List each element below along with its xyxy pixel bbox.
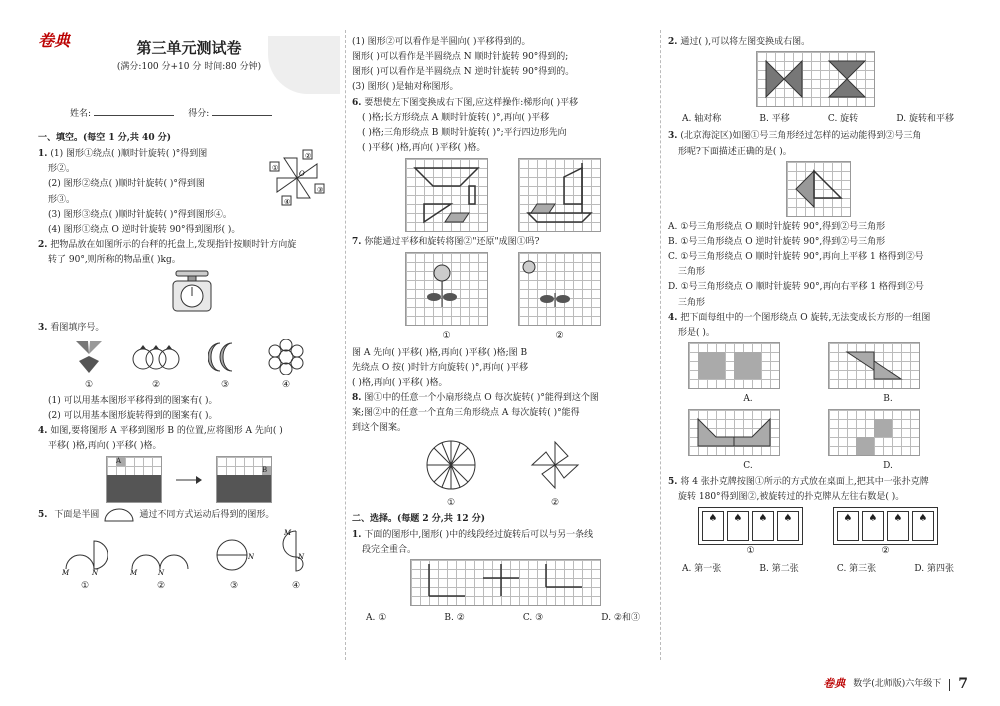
choice-options [668, 111, 968, 127]
scale-figure [170, 269, 214, 315]
brand-logo: 卷典 [38, 31, 71, 50]
fig-label-2: ② [305, 152, 312, 161]
semicircle-2 [130, 535, 192, 575]
question-1 [38, 148, 340, 236]
option-b[interactable]: B. ② [444, 613, 465, 624]
choice-3 [668, 130, 968, 308]
question-number: 2. [38, 239, 48, 250]
page-title: 第三单元测试卷 [136, 39, 242, 57]
spade-card-icon: ♠ [912, 511, 934, 541]
option-a[interactable]: A. 第一张 [682, 563, 722, 574]
semicircle-4 [276, 527, 316, 575]
semicircle-3 [214, 535, 254, 575]
pattern-figures [38, 339, 340, 391]
q4-line: 如图,要将图形 A 平移到图形 B 的位置,应将图形 A 先向( ) [50, 426, 283, 437]
question-number: 1. [352, 529, 362, 540]
grid-after [216, 456, 272, 503]
triangle-shapes [787, 162, 850, 216]
q3-line: (1) 可以用基本图形平移得到的图案有( )。 [48, 395, 218, 406]
q7-line: ( )格,再向( )平移( )格。 [352, 377, 448, 388]
q3-line: 看图填序号。 [50, 323, 105, 334]
label-n: N [158, 569, 165, 576]
pattern-4 [268, 339, 304, 375]
question-number: 6. [352, 97, 362, 108]
question-3 [38, 322, 340, 422]
option-a[interactable]: A. 轴对称 [682, 114, 722, 125]
c3-option-b[interactable]: B. ①号三角形绕点 O 逆时针旋转 90°,得到②号三角形 [668, 236, 886, 247]
c4-line: 形是( )。 [678, 327, 715, 338]
option-d[interactable]: D. ②和③ [601, 613, 640, 624]
grid-flower-2 [518, 252, 601, 326]
score-label: 得分: [188, 109, 210, 119]
label-m: M [62, 569, 70, 576]
c1-line: 下面的图形中,图形( )中的线段经过旋转后可以与另一条线 [364, 529, 594, 540]
q4-line: 平移( )格,再向( )平移( )格。 [48, 441, 162, 452]
c3-option-a[interactable]: A. ①号三角形绕点 O 顺时针旋转 90°,得到②号三角形 [668, 221, 886, 232]
fig-label-1: ① [272, 164, 279, 173]
star-figure [528, 438, 582, 492]
choice-options [352, 610, 654, 626]
q5-line: (1) 图形②可以看作是半圆向( )平移得到的。 [352, 37, 531, 47]
ship-figures [352, 158, 654, 232]
question-number: 5. [668, 476, 678, 487]
c2-line: 通过( ),可以将左图变换成右图。 [680, 37, 811, 47]
c4-line: 把下面每组中的一个图形绕点 O 旋转,无法变成长方形的一组图 [680, 312, 931, 323]
q5-line: 图形( )可以看作是半圆绕点 N 逆时针旋转 90°得到的。 [352, 67, 575, 78]
caption: ② [156, 580, 166, 591]
shape [698, 352, 725, 379]
q8-line: 图①中的任意一个小扇形绕点 O 每次旋转( )°能得到这个图 [364, 392, 599, 403]
question-number: 2. [668, 37, 678, 47]
q1-line: (2) 图形②绕点( )顺时针旋转( )°得到图 [48, 179, 205, 190]
c1-line: 段完全重合。 [362, 544, 417, 555]
column-1 [38, 128, 340, 596]
pinwheel-figure [266, 146, 328, 210]
choice-4 [668, 312, 968, 473]
block-area [107, 475, 161, 502]
page-footer [823, 675, 968, 694]
question-number: 8. [352, 392, 362, 403]
q6-line: ( )格;三角形绕点 B 顺时针旋转( )°;平行四边形先向 [362, 127, 567, 138]
question-4 [38, 425, 340, 503]
grid-before [106, 456, 162, 503]
caption: ② [881, 545, 890, 556]
q7-line: 先绕点 O 按( )时针方向旋转( )°,再向( )平移 [352, 362, 529, 373]
option-c[interactable]: C. 旋转 [827, 114, 859, 125]
c3-option-d[interactable]: D. ①号三角形绕点 O 顺时针旋转 90°,再向右平移 1 格得到②号 [668, 282, 924, 293]
question-number: 7. [352, 237, 362, 248]
spade-card-icon: ♠ [777, 511, 799, 541]
caption: A. [743, 394, 753, 405]
caption: ② [550, 497, 560, 508]
question-7 [352, 236, 654, 389]
flower-1 [406, 253, 487, 325]
question-number: 5. [38, 510, 48, 521]
q5-line: (3) 图形( )是轴对称图形。 [352, 82, 459, 93]
spade-card-icon: ♠ [702, 511, 724, 541]
shape [689, 410, 779, 455]
q5-line: 图形( )可以看作是半圆绕点 N 顺时针旋转 90°得到的; [352, 52, 569, 63]
caption: ① [446, 497, 456, 508]
q8-line: 到这个图案。 [352, 423, 407, 434]
choice-options [668, 561, 968, 577]
q1-line: 形②。 [48, 164, 76, 175]
footer-logo: 卷典 [823, 677, 846, 691]
spade-card-icon: ♠ [727, 511, 749, 541]
question-number: 4. [668, 312, 678, 323]
spade-card-icon: ♠ [862, 511, 884, 541]
page-number: 7 [958, 676, 968, 693]
q1-line: (1) 图形①绕点( )顺时针旋转( )°得到图 [50, 149, 208, 160]
q5-line: 通过不同方式运动后得到的图形。 [139, 510, 275, 521]
bowtie-shapes [757, 52, 874, 106]
caption: ① [746, 545, 755, 556]
label-m: M [130, 569, 138, 576]
c5-line: 旋转 180°得到图②,被旋转过的扑克牌从左往右数是( )。 [678, 491, 905, 502]
question-6 [352, 97, 654, 233]
shape [829, 343, 919, 388]
option-c-figure[interactable] [688, 409, 780, 456]
q6-line: ( )格;长方形绕点 A 顺时针旋转( )°,再向( )平移 [362, 112, 550, 123]
caption: ④ [281, 379, 291, 390]
shape-a: A [116, 457, 125, 466]
choice-2 [668, 36, 968, 127]
grid-left [405, 158, 488, 232]
choice-1 [352, 529, 654, 627]
caption: ① [442, 331, 451, 342]
option-b[interactable]: B. 平移 [759, 114, 790, 125]
q1-line: (4) 图形①绕点 O 逆时针旋转 90°得到图形( )。 [48, 224, 241, 235]
footer-divider [949, 679, 950, 691]
semicircle-1 [62, 535, 108, 575]
spade-card-icon: ♠ [887, 511, 909, 541]
option-d[interactable]: D. 旋转和平移 [896, 114, 954, 125]
section-choice: 二、选择。(每题 2 分,共 12 分) [352, 513, 485, 524]
label-m: M [284, 529, 292, 538]
segment-grid [410, 559, 601, 606]
q5-line: 下面是半圆 [54, 510, 100, 521]
label-n: N [92, 569, 99, 576]
pattern-1 [74, 339, 104, 375]
column-2 [352, 36, 654, 629]
q8-line: 案;图②中的任意一个直角三角形绕点 A 每次旋转( )°能得 [352, 408, 580, 419]
shape-b: B [262, 466, 271, 475]
option-b[interactable]: B. 第二张 [759, 563, 799, 574]
cloud-decoration [268, 36, 340, 94]
option-c[interactable]: C. ③ [522, 613, 544, 624]
question-number: 3. [668, 131, 678, 142]
q6-line: 要想使左下图变换成右下图,应这样操作:梯形向( )平移 [364, 97, 579, 108]
q2-line: 把物品放在如图所示的台秤的托盘上,发现指针按顺时针方向旋 [50, 239, 297, 250]
segments [411, 560, 600, 605]
rotation-options-grid [668, 342, 968, 473]
option-d-figure[interactable] [828, 409, 920, 456]
c3-line: 形呢?下面描述正确的是( )。 [678, 146, 792, 157]
c3-option-c[interactable]: C. ①号三角形绕点 O 顺时针旋转 90°,再向上平移 1 格得到②号 [668, 252, 924, 263]
c3-line: (北京海淀区)如图①号三角形经过怎样的运动能得到②号三角 [680, 131, 922, 142]
section-fill-in: 一、填空。(每空 1 分,共 40 分) [38, 133, 171, 143]
q7-line: 图 A 先向( )平移( )格,再向( )平移( )格;图 B [352, 347, 528, 358]
card-figures [668, 507, 968, 557]
question-number: 3. [38, 323, 48, 334]
pattern-2 [130, 339, 182, 375]
block-area [217, 475, 271, 502]
grid-right [518, 158, 601, 232]
caption: ③ [220, 379, 230, 390]
card-group-2 [833, 507, 938, 545]
page-subtitle: (满分:100 分+10 分 时间:80 分钟) [116, 62, 262, 73]
ship-pieces-right [519, 159, 600, 231]
rotation-figures [352, 438, 654, 508]
grid-flower-1 [405, 252, 488, 326]
label-n: N [298, 553, 305, 562]
c3-option-d-cont: 三角形 [678, 297, 706, 308]
caption: D. [883, 461, 893, 472]
question-8 [352, 392, 654, 509]
caption: ② [555, 331, 564, 342]
name-score-row [70, 108, 272, 120]
caption: ② [151, 379, 161, 390]
footer-text: 数学(北师版)六年级下 [853, 679, 942, 690]
column-3 [668, 36, 968, 580]
pattern-3 [208, 339, 242, 375]
caption: B. [883, 394, 893, 405]
option-d[interactable]: D. 第四张 [914, 563, 954, 574]
caption: ③ [229, 580, 239, 591]
option-a[interactable]: A. ① [366, 613, 387, 624]
q3-line: (2) 可以用基本图形旋转得到的图案有( )。 [48, 410, 218, 421]
ship-pieces-left [406, 159, 487, 231]
flower-figures [352, 252, 654, 342]
q6-line: ( )平移( )格,再向( )平移( )格。 [362, 142, 486, 153]
shape [856, 437, 874, 455]
shape [874, 419, 892, 437]
fig-label-3: ③ [317, 186, 324, 195]
shape [734, 352, 761, 379]
translation-figure [38, 456, 340, 503]
caption: ① [80, 580, 90, 591]
caption: C. [743, 461, 753, 472]
card-group-1 [698, 507, 803, 545]
name-label: 姓名: [70, 109, 92, 119]
option-b-figure[interactable] [828, 342, 920, 389]
score-blank[interactable] [212, 115, 272, 116]
spade-card-icon: ♠ [752, 511, 774, 541]
arrow-icon [176, 475, 202, 485]
label-n: N [248, 553, 254, 562]
caption: ④ [291, 580, 301, 591]
spade-card-icon: ♠ [837, 511, 859, 541]
q2-line: 转了 90°,则所称的物品重( )kg。 [48, 255, 181, 266]
caption: ① [84, 379, 94, 390]
question-5 [38, 507, 340, 591]
fig-label-4: ④ [284, 198, 291, 207]
flower-2 [519, 253, 600, 325]
column-divider [660, 30, 661, 660]
choice-5 [668, 476, 968, 578]
triangle-grid [786, 161, 851, 217]
c5-line: 将 4 张扑克牌按图①所示的方式放在桌面上,把其中一张扑克牌 [680, 476, 929, 487]
q7-line: 你能通过平移和旋转将图②"还原"成图①吗? [364, 237, 540, 248]
fig-label-o: O [299, 170, 305, 179]
q1-line: 形③。 [48, 194, 76, 205]
option-c[interactable]: C. 第三张 [836, 563, 877, 574]
column-divider [345, 30, 346, 660]
fan-circle [424, 438, 478, 492]
test-header [38, 31, 340, 100]
c3-option-c-cont: 三角形 [678, 267, 706, 278]
question-number: 4. [38, 426, 48, 437]
semicircle-figures [38, 527, 340, 591]
option-a-figure[interactable] [688, 342, 780, 389]
semicircle-icon [103, 507, 135, 523]
bowtie-grid [756, 51, 875, 107]
question-number: 1. [38, 149, 48, 160]
question-2 [38, 239, 340, 319]
q1-line: (3) 图形③绕点( )顺时针旋转( )°得到图形④。 [48, 209, 232, 220]
name-blank[interactable] [94, 115, 174, 116]
